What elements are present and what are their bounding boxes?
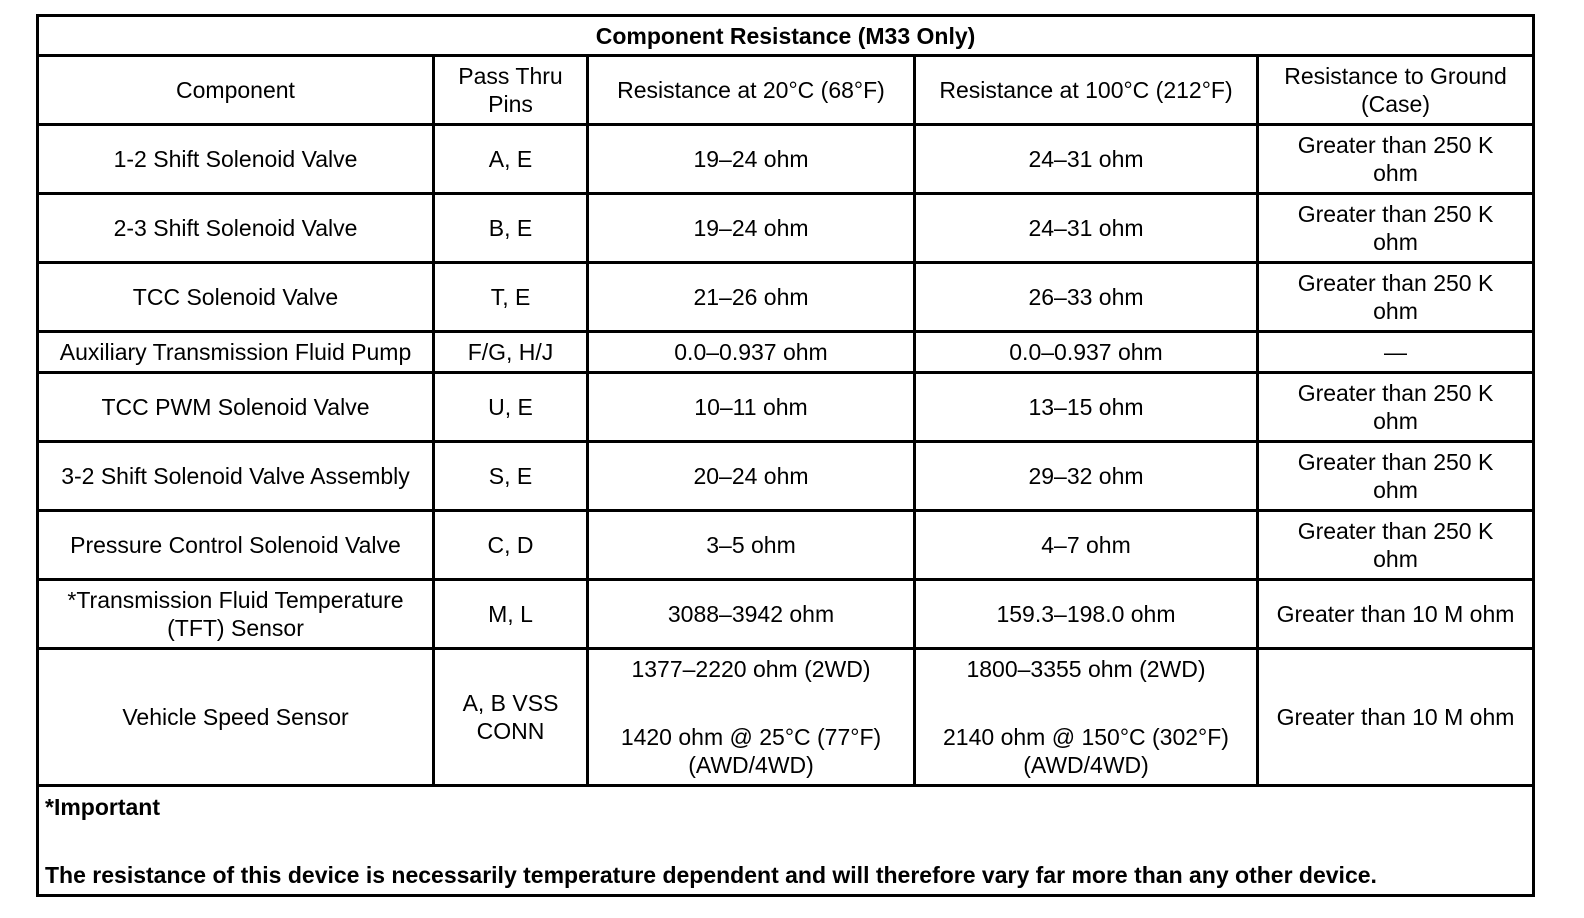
resistance-20c: 1377–2220 ohm (2WD) 1420 ohm @ 25°C (77°F) (AWD/4WD) [588,649,915,786]
resistance-100c: 24–31 ohm [915,194,1258,263]
resistance-100c: 26–33 ohm [915,263,1258,332]
pass-thru-pins: U, E [434,373,588,442]
pass-thru-pins: F/G, H/J [434,332,588,373]
resistance-20c: 10–11 ohm [588,373,915,442]
resistance-20c: 3–5 ohm [588,511,915,580]
resistance-ground: Greater than 10 M ohm [1258,580,1534,649]
resistance-100c: 24–31 ohm [915,125,1258,194]
resistance-100c: 0.0–0.937 ohm [915,332,1258,373]
table-row [38,263,1534,332]
table-row [38,373,1534,442]
header-ground: Resistance to Ground (Case) [1258,56,1534,125]
note-heading: *Important [45,794,160,820]
note-text: The resistance of this device is necessarily temperature dependent and will therefore vary far more than any other device. [45,862,1377,888]
resistance-20c: 3088–3942 ohm [588,580,915,649]
pass-thru-pins: C, D [434,511,588,580]
resistance-ground: Greater than 250 K ohm [1258,442,1534,511]
resistance-100c: 13–15 ohm [915,373,1258,442]
component-name: Auxiliary Transmission Fluid Pump [38,332,434,373]
important-note [38,786,1534,896]
table-row [38,649,1534,786]
component-name: *Transmission Fluid Temperature (TFT) Sensor [38,580,434,649]
resistance-100c: 159.3–198.0 ohm [915,580,1258,649]
resistance-ground: Greater than 10 M ohm [1258,649,1534,786]
pass-thru-pins: S, E [434,442,588,511]
resistance-100c: 4–7 ohm [915,511,1258,580]
component-name: 3-2 Shift Solenoid Valve Assembly [38,442,434,511]
table-row [38,125,1534,194]
table-row [38,332,1534,373]
resistance-20c: 20–24 ohm [588,442,915,511]
resistance-ground: Greater than 250 K ohm [1258,125,1534,194]
note-row [38,786,1534,896]
resistance-ground: Greater than 250 K ohm [1258,511,1534,580]
header-row [38,56,1534,125]
pass-thru-pins: A, E [434,125,588,194]
resistance-20c: 19–24 ohm [588,125,915,194]
component-name: Vehicle Speed Sensor [38,649,434,786]
component-name: TCC PWM Solenoid Valve [38,373,434,442]
header-pins: Pass Thru Pins [434,56,588,125]
pass-thru-pins: M, L [434,580,588,649]
resistance-20c: 19–24 ohm [588,194,915,263]
table-title: Component Resistance (M33 Only) [38,16,1534,56]
resistance-ground: — [1258,332,1534,373]
pass-thru-pins: A, B VSS CONN [434,649,588,786]
header-component: Component [38,56,434,125]
resistance-20c: 21–26 ohm [588,263,915,332]
header-res100: Resistance at 100°C (212°F) [915,56,1258,125]
resistance-100c: 1800–3355 ohm (2WD) 2140 ohm @ 150°C (302°F) (AWD/4WD) [915,649,1258,786]
table-row [38,194,1534,263]
pass-thru-pins: B, E [434,194,588,263]
component-name: Pressure Control Solenoid Valve [38,511,434,580]
resistance-ground: Greater than 250 K ohm [1258,194,1534,263]
table-row [38,442,1534,511]
header-res20: Resistance at 20°C (68°F) [588,56,915,125]
table-row [38,511,1534,580]
resistance-100c: 29–32 ohm [915,442,1258,511]
resistance-ground: Greater than 250 K ohm [1258,263,1534,332]
resistance-ground: Greater than 250 K ohm [1258,373,1534,442]
component-resistance-table [36,14,1535,897]
component-name: TCC Solenoid Valve [38,263,434,332]
component-name: 1-2 Shift Solenoid Valve [38,125,434,194]
resistance-20c: 0.0–0.937 ohm [588,332,915,373]
component-name: 2-3 Shift Solenoid Valve [38,194,434,263]
table-row [38,580,1534,649]
pass-thru-pins: T, E [434,263,588,332]
